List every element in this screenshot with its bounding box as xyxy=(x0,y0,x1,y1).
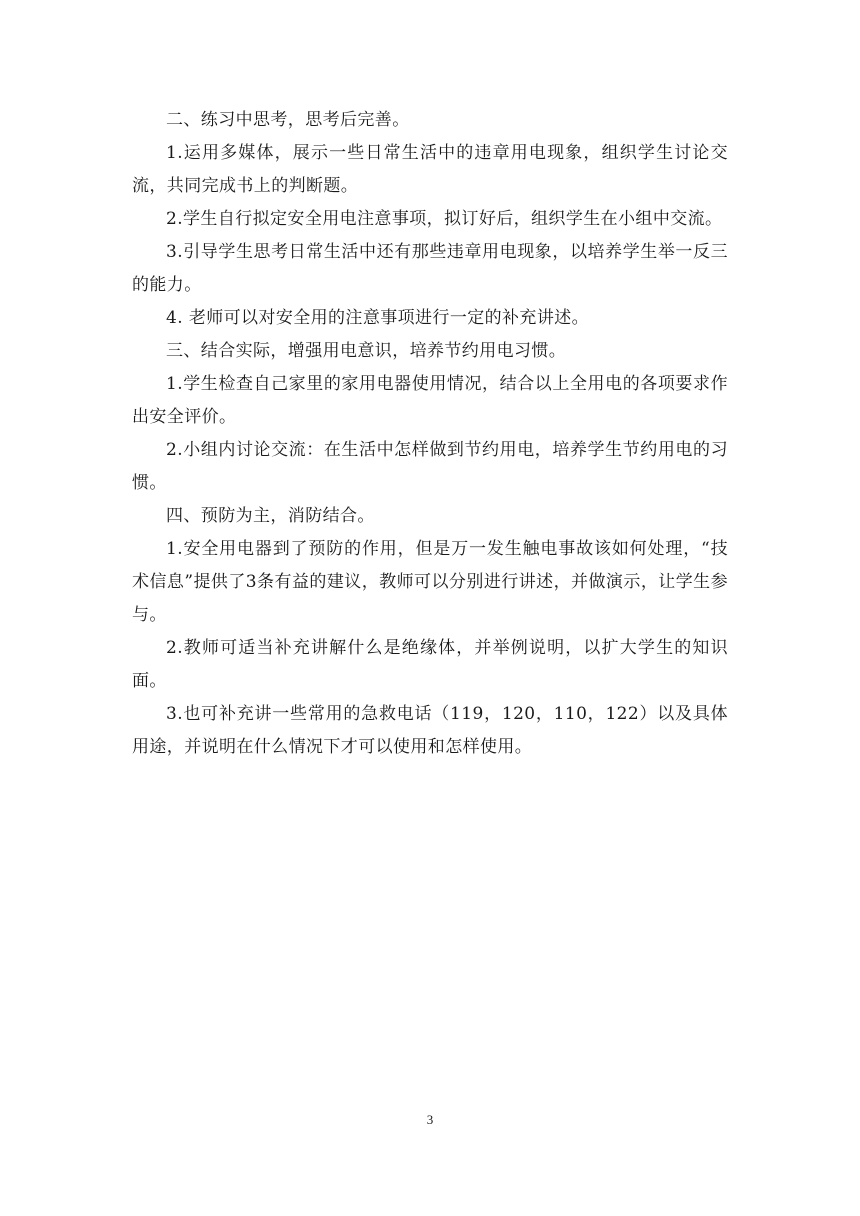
list-item: 2.教师可适当补充讲解什么是绝缘体，并举例说明，以扩大学生的知识面。 xyxy=(132,638,728,691)
list-item: 2.小组内讨论交流：在生活中怎样做到节约用电，培养学生节约用电的习惯。 xyxy=(132,440,728,493)
document-body xyxy=(132,104,728,764)
list-item: 1.学生检查自己家里的家用电器使用情况，结合以上全用电的各项要求作出安全评价。 xyxy=(132,374,728,427)
section-heading-3: 三、结合实际，增强用电意识，培养节约用电习惯。 xyxy=(166,341,567,361)
list-item: 4. 老师可以对安全用的注意事项进行一定的补充讲述。 xyxy=(166,308,590,328)
section-heading-4: 四、预防为主，消防结合。 xyxy=(166,506,375,526)
list-item: 3.引导学生思考日常生活中还有那些违章用电现象，以培养学生举一反三的能力。 xyxy=(132,242,728,295)
list-item: 1.安全用电器到了预防的作用，但是万一发生触电事故该如何处理，“技术信息”提供了3条有益的建议，教师可以分别进行讲述，并做演示，让学生参与。 xyxy=(132,539,728,625)
list-item: 3.也可补充讲一些常用的急救电话（119，120，110，122）以及具体用途，并说明在什么情况下才可以使用和怎样使用。 xyxy=(132,704,728,757)
section-heading-2: 二、练习中思考，思考后完善。 xyxy=(166,110,410,130)
list-item: 1.运用多媒体，展示一些日常生活中的违章用电现象，组织学生讨论交流，共同完成书上的判断题。 xyxy=(132,143,728,196)
list-item: 2.学生自行拟定安全用电注意事项，拟订好后，组织学生在小组中交流。 xyxy=(166,209,723,229)
page-number: 3 xyxy=(426,1112,434,1127)
